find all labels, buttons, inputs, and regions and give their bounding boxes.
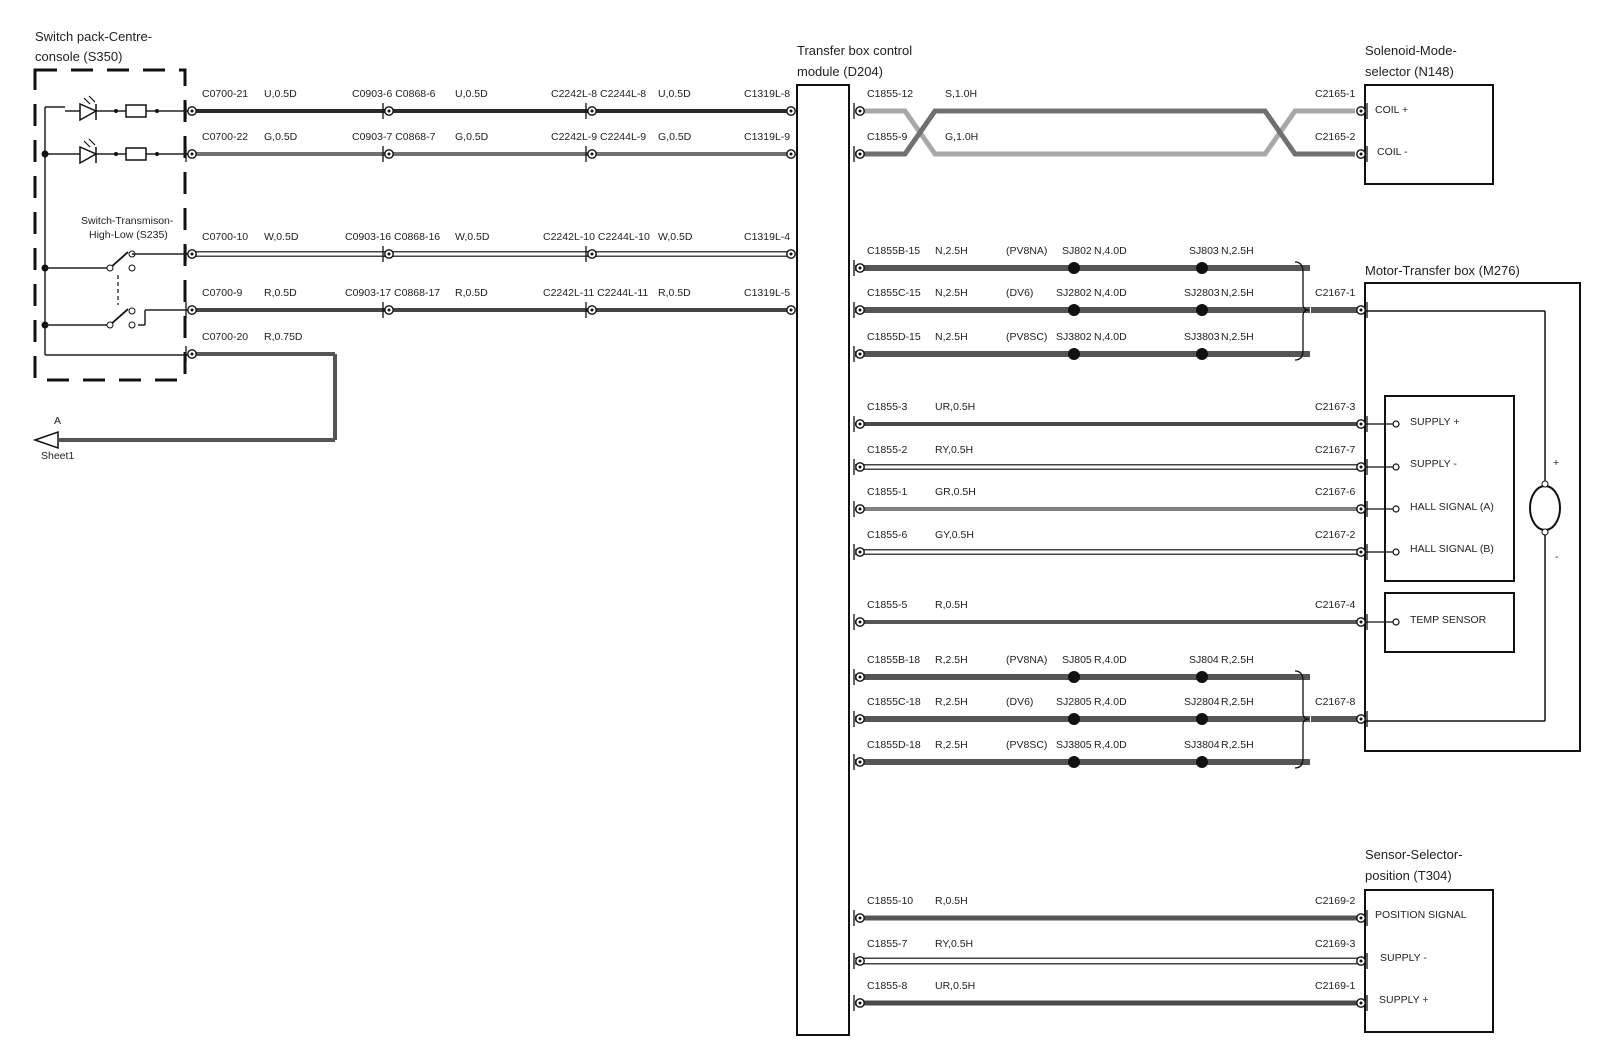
motor-wire-gauge-label: UR,0.5H [935,401,976,413]
motor-wire-gauge-label: GR,0.5H [935,486,976,498]
connector-pin-icon [1360,153,1363,156]
splice-group-r-variant-label: (PV8SC) [1006,739,1048,751]
splice-joint-icon [1196,348,1208,360]
left-wire-gauge3-label: U,0.5D [658,88,691,100]
splice-group-r-gauge3-label: R,2.5H [1221,739,1254,751]
motor-wire-conn2-label: C2167-2 [1315,529,1356,541]
splice-joint-icon [1068,348,1080,360]
connector-pin-icon [1360,621,1363,624]
connector-pin-icon [1360,309,1363,312]
connector-pin-icon [859,353,862,356]
sensor-wire-conn2-label: C2169-2 [1315,895,1356,907]
splice-joint-icon [1196,756,1208,768]
connector-pin-icon [1360,917,1363,920]
splice-group-r-splice2-label: SJ804 [1189,654,1219,666]
left-wire-conn4-label: C1319L-8 [744,88,791,100]
splice-group-r-gauge3-label: R,2.5H [1221,696,1254,708]
left-wire-conn3-label: C2242L-11 C2244L-11 [543,287,649,299]
connector-pin-icon [859,1002,862,1005]
sensor-wire-gauge-label: UR,0.5H [935,980,976,992]
splice-group-n-variant-label: (PV8SC) [1006,331,1048,343]
sensor-selector-position [1365,847,1493,1032]
left-wire-conn3-label: C2242L-8 C2244L-8 [551,88,647,100]
left-wire-conn1-label: C0700-20 [202,331,249,343]
splice-group-n-splice2-label: SJ3803 [1184,331,1220,343]
splice-group-r-gauge2-label: R,4.0D [1094,739,1127,751]
motor-pin-terminal-icon [1393,506,1399,512]
left-wire-conn1-label: C0700-21 [202,88,249,100]
splice-joint-icon [1196,713,1208,725]
connector-pin-icon [859,621,862,624]
left-wire-conn4-label: C1319L-5 [744,287,791,299]
led-indicator-icon [65,96,190,120]
motor-wire-conn2-label: C2167-3 [1315,401,1356,413]
solenoid-title-line2: selector (N148) [1365,64,1454,79]
left-wire-gauge1-label: R,0.75D [264,331,303,343]
connector-pin-icon [790,153,793,156]
connector-pin-icon [388,153,391,156]
left-wire-gauge1-label: U,0.5D [264,88,297,100]
splice-group-n-gauge3-label: N,2.5H [1221,331,1254,343]
connector-pin-icon [191,110,194,113]
connector-pin-icon [1360,1002,1363,1005]
switch-pack-title-line2: console (S350) [35,49,123,64]
connector-pin-icon [591,309,594,312]
connector-pin-icon [859,309,862,312]
solenoid-pin-coil-minus: COIL - [1377,146,1408,158]
motor-wire-conn1-label: C1855-3 [867,401,908,413]
connector-pin-icon [859,423,862,426]
splice-group-r-splice1-label: SJ2805 [1056,696,1092,708]
sensor-pin-position-signal: POSITION SIGNAL [1375,909,1467,921]
splice-group-r-variant-label: (PV8NA) [1006,654,1048,666]
connector-pin-icon [1360,110,1363,113]
solenoid-title-line1: Solenoid-Mode- [1365,43,1457,58]
splice-joint-icon [1068,756,1080,768]
motor-wire-gauge-label: GY,0.5H [935,529,974,541]
motor-wire-conn2-label: C2167-7 [1315,444,1356,456]
left-wire-conn1-label: C0700-9 [202,287,243,299]
splice-group-n-gauge3-label: N,2.5H [1221,287,1254,299]
tcm-title-line2: module (D204) [797,64,883,79]
splice-group-r-gauge-label: R,2.5H [935,739,968,751]
left-wire-conn2-label: C0903-6 C0868-6 [352,88,436,100]
motor-pin-supply-plus: SUPPLY + [1410,416,1460,428]
motor-polarity-plus: + [1553,457,1560,469]
splice-group-r-gauge2-label: R,4.0D [1094,654,1127,666]
splice-group-r-conn-label: C1855D-18 [867,739,921,751]
splice-joint-icon [1196,262,1208,274]
connector-pin-icon [591,110,594,113]
connector-pin-icon [859,960,862,963]
splice-group-n-gauge3-label: N,2.5H [1221,245,1254,257]
splice-joint-icon [1196,304,1208,316]
splice-group-r-out-conn-label: C2167-8 [1315,696,1356,708]
left-wire-gauge2-label: G,0.5D [455,131,489,143]
connector-pin-icon [859,267,862,270]
left-wire-gauge3-label: R,0.5D [658,287,691,299]
switch-transmission-high-low [45,215,190,328]
connector-pin-icon [191,353,194,356]
motor-pin-temp-sensor: TEMP SENSOR [1410,614,1487,626]
left-wire-gauge3-label: W,0.5D [658,231,693,243]
connector-pin-icon [1360,960,1363,963]
splice-group-n-splice1-label: SJ802 [1062,245,1092,257]
splice-group-n-conn-label: C1855B-15 [867,245,921,257]
wiring-layer [186,88,1399,1011]
connector-pin-icon [191,253,194,256]
led-indicator-icon [65,139,190,163]
connector-pin-icon [859,153,862,156]
connector-pin-icon [859,110,862,113]
left-wire-conn3-label: C2242L-9 C2244L-9 [551,131,647,143]
switch-trans-label-line1: Switch-Transmison- [81,215,174,227]
sensor-wire-conn2-label: C2169-3 [1315,938,1356,950]
motor-pin-terminal-icon [1393,619,1399,625]
off-sheet-arrow-icon [35,432,58,448]
splice-group-r-splice1-label: SJ3805 [1056,739,1092,751]
sensor-pin-supply-minus: SUPPLY - [1380,952,1427,964]
solenoid-wire-conn2-label: C2165-2 [1315,131,1356,143]
motor-polarity-minus: - [1555,551,1559,563]
left-wire-conn4-label: C1319L-4 [744,231,791,243]
connector-pin-icon [388,309,391,312]
left-wire-conn2-label: C0903-7 C0868-7 [352,131,436,143]
splice-group-n-gauge-label: N,2.5H [935,331,968,343]
motor-wire-gauge-label: RY,0.5H [935,444,974,456]
motor-pin-terminal-icon [1393,464,1399,470]
left-wire-conn1-label: C0700-10 [202,231,249,243]
splice-group-n-variant-label: (PV8NA) [1006,245,1048,257]
splice-joint-icon [1068,262,1080,274]
connector-pin-icon [859,551,862,554]
splice-group-r-conn-label: C1855C-18 [867,696,921,708]
splice-group-n-conn-label: C1855C-15 [867,287,921,299]
splice-group-r-variant-label: (DV6) [1006,696,1034,708]
solenoid-wire-conn1-label: C1855-9 [867,131,908,143]
connector-pin-icon [790,110,793,113]
splice-group-r-gauge2-label: R,4.0D [1094,696,1127,708]
connector-pin-icon [1360,423,1363,426]
splice-group-r-gauge3-label: R,2.5H [1221,654,1254,666]
splice-joint-icon [1068,713,1080,725]
splice-group-r-splice2-label: SJ2804 [1184,696,1220,708]
sensor-wire-gauge-label: R,0.5H [935,895,968,907]
sensor-title-line2: position (T304) [1365,868,1452,883]
connector-pin-icon [1360,718,1363,721]
sheet-ref-letter: A [54,415,62,427]
splice-group-n-gauge-label: N,2.5H [935,287,968,299]
motor-pin-supply-minus: SUPPLY - [1410,458,1457,470]
sensor-wire-conn1-label: C1855-8 [867,980,908,992]
motor-wire-gauge-label: R,0.5H [935,599,968,611]
connector-pin-icon [859,917,862,920]
sensor-wire-gauge-label: RY,0.5H [935,938,974,950]
motor-wire-conn1-label: C1855-2 [867,444,908,456]
left-wire-conn2-label: C0903-16 C0868-16 [345,231,441,243]
motor-wire-conn2-label: C2167-6 [1315,486,1356,498]
splice-group-r-conn-label: C1855B-18 [867,654,921,666]
connector-pin-icon [191,153,194,156]
left-wire-gauge1-label: R,0.5D [264,287,297,299]
solenoid-wire-conn2-label: C2165-1 [1315,88,1356,100]
left-wire-gauge2-label: R,0.5D [455,287,488,299]
solenoid-wire-gauge-label: G,1.0H [945,131,979,143]
motor-pin-hall-a: HALL SIGNAL (A) [1410,501,1494,513]
solenoid-wire-conn1-label: C1855-12 [867,88,914,100]
sensor-pin-supply-plus: SUPPLY + [1379,994,1429,1006]
splice-group-n-out-conn-label: C2167-1 [1315,287,1356,299]
motor-pin-terminal-icon [1393,549,1399,555]
connector-pin-icon [859,718,862,721]
splice-group-r-gauge-label: R,2.5H [935,696,968,708]
left-wire-gauge2-label: W,0.5D [455,231,490,243]
sensor-wire-conn1-label: C1855-10 [867,895,914,907]
splice-group-n-gauge-label: N,2.5H [935,245,968,257]
splice-group-r-splice1-label: SJ805 [1062,654,1092,666]
splice-joint-icon [1068,671,1080,683]
solenoid-mode-selector [1365,43,1493,184]
splice-group-n-gauge2-label: N,4.0D [1094,331,1127,343]
splice-group-n-gauge2-label: N,4.0D [1094,287,1127,299]
sensor-wire-conn2-label: C2169-1 [1315,980,1356,992]
connector-pin-icon [591,253,594,256]
splice-group-n-splice2-label: SJ803 [1189,245,1219,257]
switch-trans-label-line2: High-Low (S235) [89,229,168,241]
left-wire-conn2-label: C0903-17 C0868-17 [345,287,441,299]
solenoid-pin-coil-plus: COIL + [1375,104,1409,116]
splice-group-n-variant-label: (DV6) [1006,287,1034,299]
connector-pin-icon [388,253,391,256]
connector-pin-icon [388,110,391,113]
splice-group-n-splice1-label: SJ2802 [1056,287,1092,299]
motor-pin-terminal-icon [1393,421,1399,427]
motor-wire-conn1-label: C1855-5 [867,599,908,611]
splice-group-n-conn-label: C1855D-15 [867,331,921,343]
connector-pin-icon [1360,466,1363,469]
tcm-title-line1: Transfer box control [797,43,913,58]
switch-pack-title-line1: Switch pack-Centre- [35,29,153,44]
connector-pin-icon [859,508,862,511]
splice-group-r-splice2-label: SJ3804 [1184,739,1220,751]
splice-group-r-gauge-label: R,2.5H [935,654,968,666]
connector-pin-icon [859,676,862,679]
connector-pin-icon [1360,508,1363,511]
sensor-title-line1: Sensor-Selector- [1365,847,1463,862]
connector-pin-icon [790,253,793,256]
left-wire-gauge3-label: G,0.5D [658,131,692,143]
sheet-ref-text: Sheet1 [41,450,75,462]
solenoid-wire-gauge-label: S,1.0H [945,88,978,100]
connector-pin-icon [591,153,594,156]
connector-pin-icon [859,466,862,469]
left-wire-gauge2-label: U,0.5D [455,88,488,100]
connector-pin-icon [859,761,862,764]
splice-group-n-splice2-label: SJ2803 [1184,287,1220,299]
left-wire-gauge1-label: W,0.5D [264,231,299,243]
motor-title: Motor-Transfer box (M276) [1365,263,1520,278]
splice-joint-icon [1196,671,1208,683]
motor-wire-conn1-label: C1855-1 [867,486,908,498]
splice-joint-icon [1068,304,1080,316]
connector-pin-icon [790,309,793,312]
left-wire-conn4-label: C1319L-9 [744,131,791,143]
left-wire-conn1-label: C0700-22 [202,131,249,143]
splice-group-n-gauge2-label: N,4.0D [1094,245,1127,257]
sensor-wire-conn1-label: C1855-7 [867,938,908,950]
connector-pin-icon [1360,551,1363,554]
motor-wire-conn2-label: C2167-4 [1315,599,1356,611]
motor-wire-conn1-label: C1855-6 [867,529,908,541]
left-wire-conn3-label: C2242L-10 C2244L-10 [543,231,650,243]
connector-pin-icon [191,309,194,312]
splice-group-n-splice1-label: SJ3802 [1056,331,1092,343]
motor-pin-hall-b: HALL SIGNAL (B) [1410,543,1494,555]
left-wire-gauge1-label: G,0.5D [264,131,298,143]
